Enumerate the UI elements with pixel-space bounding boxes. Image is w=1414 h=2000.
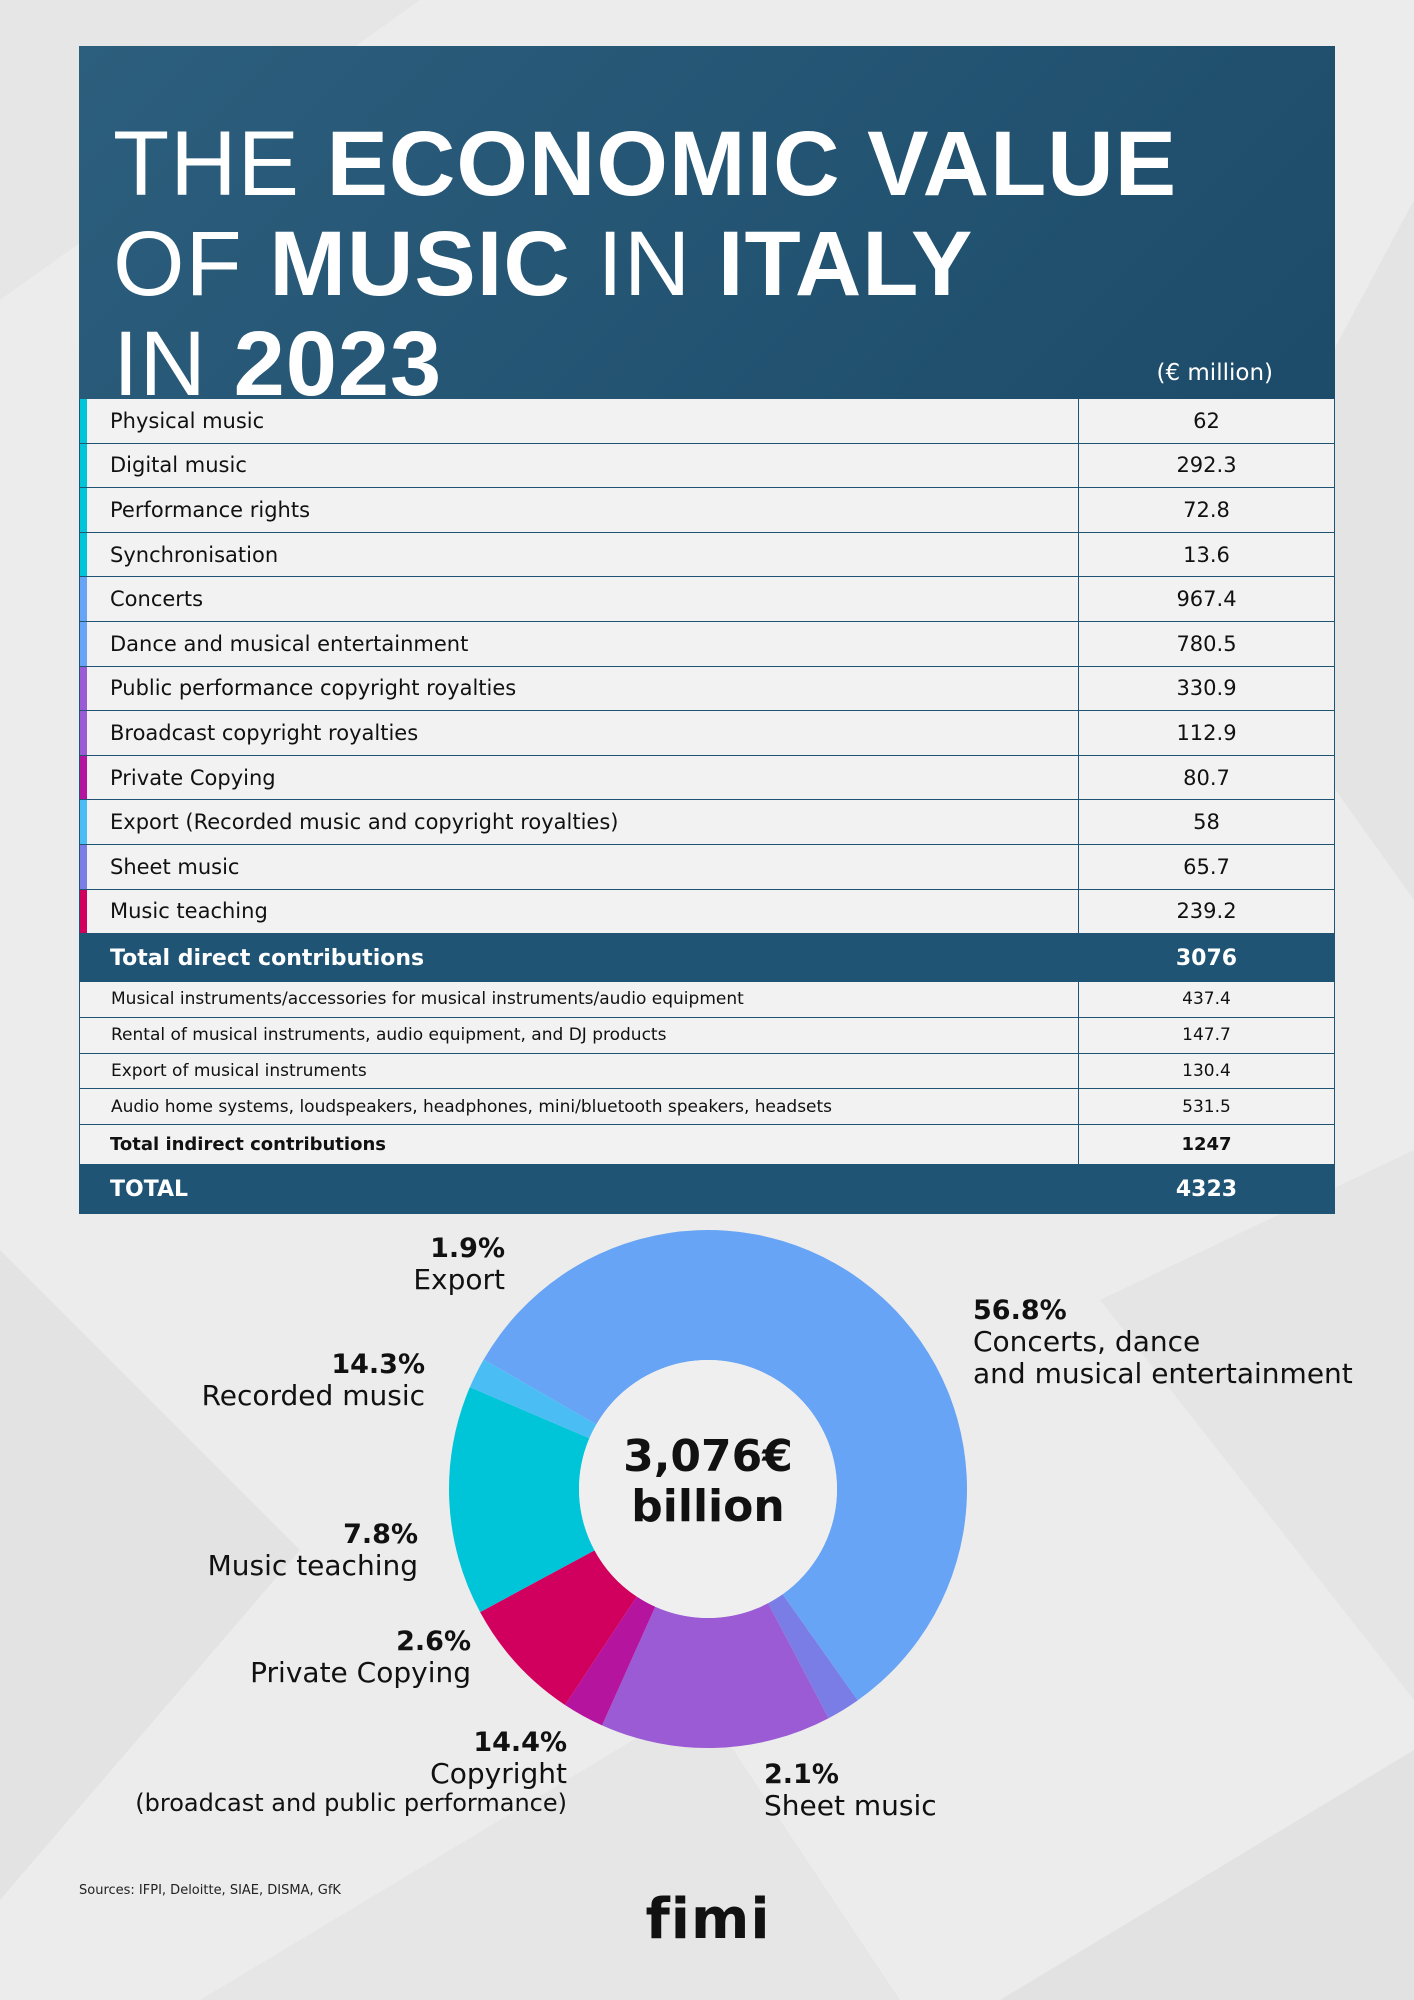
row-label: Physical music [80,399,1079,443]
row-value: 330.9 [1176,676,1237,701]
row-label: Synchronisation [80,533,1079,577]
row-label: Public performance copyright royalties [80,667,1079,711]
grand-total-value: 4323 [1175,1176,1238,1202]
row-value: 65.7 [1183,854,1230,879]
row-value: 437.4 [1182,989,1231,1010]
total-indirect-value: 1247 [1181,1133,1232,1155]
label-sheet-music: 2.1% Sheet music [764,1759,937,1823]
total-direct-label: Total direct contributions [110,945,425,971]
grand-total-label: TOTAL [110,1176,189,1202]
row-label: Sheet music [80,845,1079,889]
row-value: 967.4 [1176,587,1237,612]
title-line-1: THE ECONOMIC VALUE [113,113,1178,215]
row-value: 147.7 [1182,1025,1231,1046]
row-value: 130.4 [1182,1060,1231,1081]
unit-label: (€ million) [1156,360,1273,386]
row-value: 58 [1193,810,1220,835]
center-value: 3,076€ [623,1431,793,1482]
row-label: Private Copying [80,756,1079,800]
label-export: 1.9% Export [413,1233,505,1297]
label-music-teaching: 7.8% Music teaching [207,1519,418,1583]
row-label: Musical instruments/accessories for musical instruments/audio equipment [80,982,1079,1017]
label-concerts: 56.8% Concerts, dance and musical entertainment [973,1295,1353,1391]
row-label: Digital music [80,444,1079,488]
row-label: Music teaching [80,890,1079,934]
fimi-logo: fimi [645,1887,771,1952]
row-label: Dance and musical entertainment [80,622,1079,666]
row-value: 780.5 [1176,631,1237,656]
row-value: 13.6 [1183,542,1230,567]
row-value: 292.3 [1176,453,1237,478]
label-copyright: 14.4% Copyright (broadcast and public performance) [135,1727,567,1818]
row-label: Export (Recorded music and copyright royalties) [80,800,1079,844]
row-label: Rental of musical instruments, audio equipment, and DJ products [80,1018,1079,1053]
total-indirect-label: Total indirect contributions [80,1125,1079,1164]
title-line-3: IN 2023 [113,313,443,399]
center-unit: billion [631,1481,785,1532]
row-value: 80.7 [1183,765,1230,790]
title-line-2: OF MUSIC IN ITALY [113,213,974,315]
row-value: 62 [1193,408,1220,433]
row-label: Audio home systems, loudspeakers, headphones, mini/bluetooth speakers, headsets [80,1089,1079,1124]
row-value: 531.5 [1182,1096,1231,1117]
row-label: Export of musical instruments [80,1054,1079,1089]
row-label: Broadcast copyright royalties [80,711,1079,755]
total-direct-value: 3076 [1175,945,1238,971]
row-label: Performance rights [80,488,1079,532]
sources-note: Sources: IFPI, Deloitte, SIAE, DISMA, GfK [79,1883,341,1898]
row-value: 239.2 [1176,899,1237,924]
label-private-copying: 2.6% Private Copying [250,1626,471,1690]
row-value: 72.8 [1183,497,1230,522]
row-value: 112.9 [1176,720,1237,745]
donut-center-label [578,1432,838,1532]
row-label: Concerts [80,577,1079,621]
label-recorded-music: 14.3% Recorded music [201,1349,425,1413]
